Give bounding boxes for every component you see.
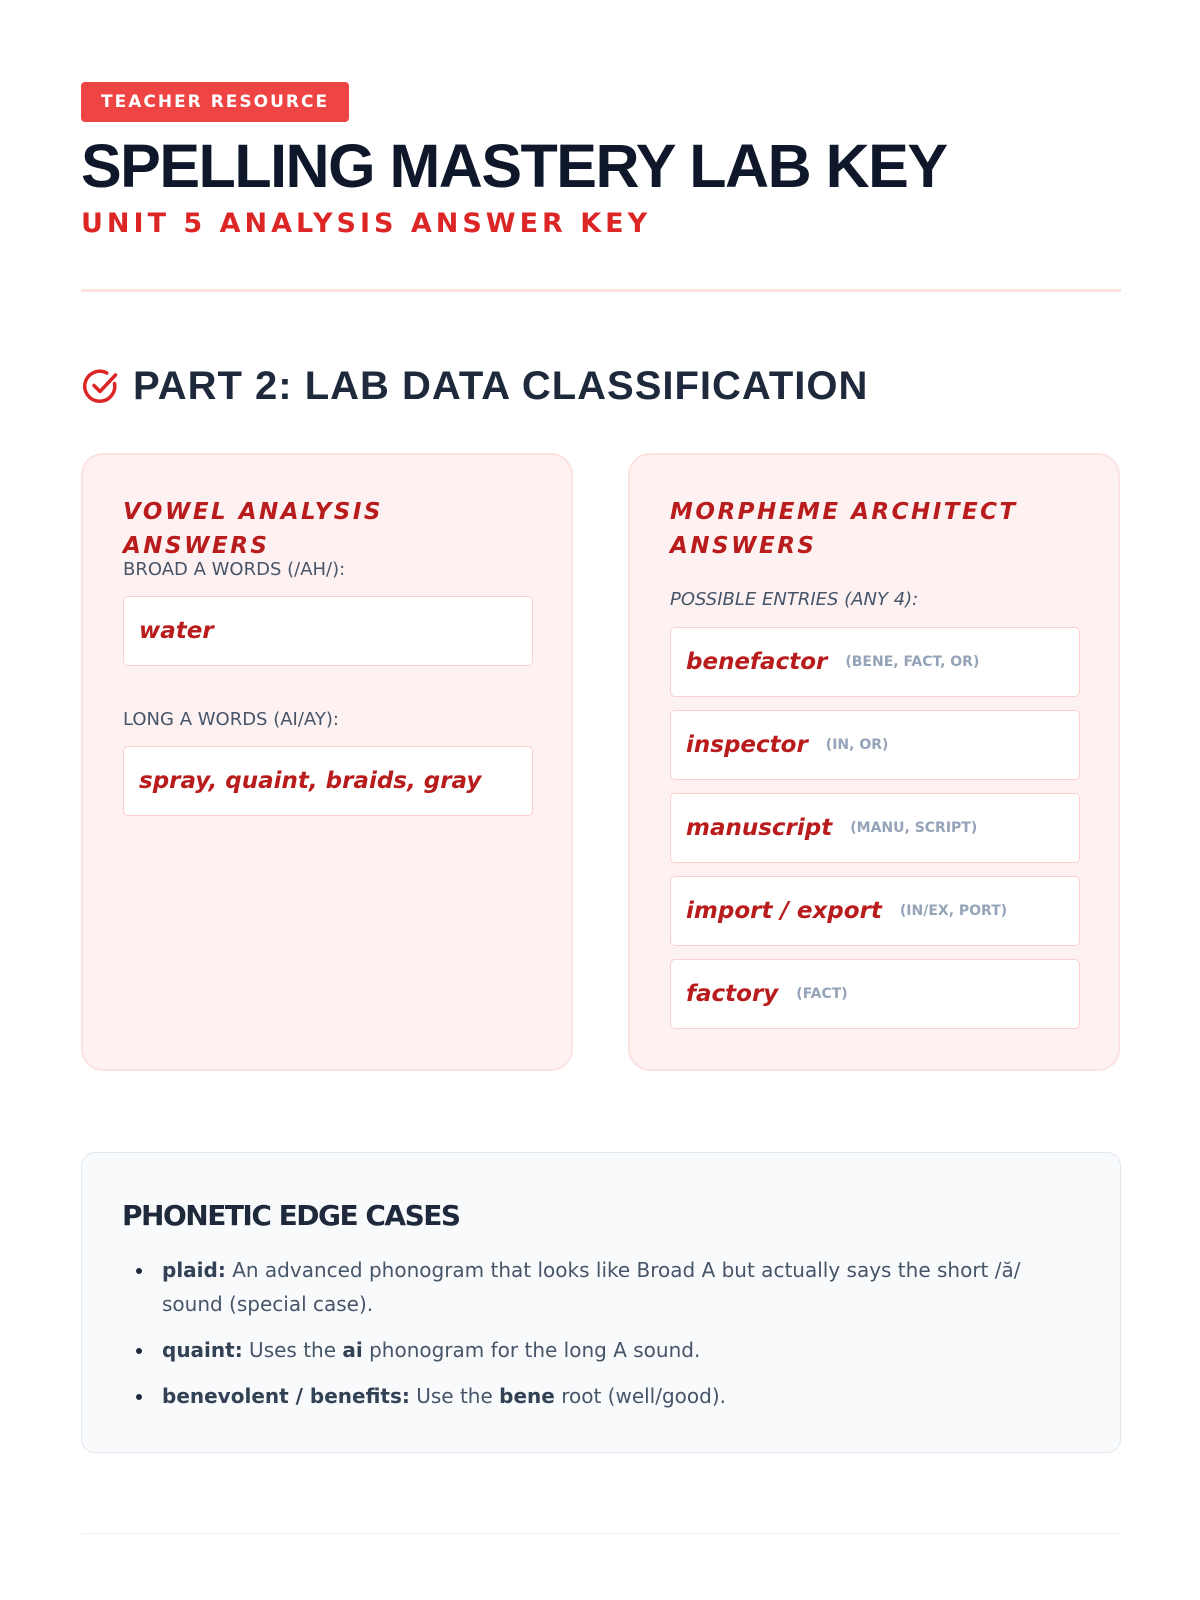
edge-term: benevolent / benefits: bbox=[162, 1384, 410, 1408]
edge-term: plaid: bbox=[162, 1258, 226, 1282]
resource-badge: TEACHER RESOURCE bbox=[81, 82, 349, 122]
morpheme-entry bbox=[670, 627, 1080, 697]
morpheme-word: factory bbox=[686, 981, 779, 1007]
footer-divider bbox=[81, 1533, 1121, 1534]
edge-text: phonogram for the long A sound. bbox=[362, 1338, 701, 1362]
page-subtitle: UNIT 5 ANALYSIS ANSWER KEY bbox=[81, 208, 652, 239]
morpheme-word: import / export bbox=[686, 898, 882, 924]
possible-entries-label: POSSIBLE ENTRIES (ANY 4): bbox=[670, 589, 919, 610]
edge-text: Uses the bbox=[242, 1338, 343, 1362]
header-divider bbox=[81, 289, 1121, 292]
list-item bbox=[122, 1253, 1062, 1321]
broad-a-label: BROAD A WORDS (/AH/): bbox=[123, 559, 346, 580]
morpheme-entry bbox=[670, 876, 1080, 946]
vowel-card-title: VOWEL ANALYSIS ANSWERS bbox=[123, 499, 383, 559]
long-a-answer: spray, quaint, braids, gray bbox=[139, 768, 482, 794]
morpheme-word: inspector bbox=[686, 732, 808, 758]
broad-a-answer-box bbox=[123, 596, 533, 666]
edge-cases-list bbox=[122, 1253, 1062, 1425]
vowel-analysis-card bbox=[81, 453, 573, 1071]
broad-a-answer: water bbox=[139, 618, 214, 644]
morpheme-word: manuscript bbox=[686, 815, 833, 841]
morpheme-entry bbox=[670, 959, 1080, 1029]
morpheme-entry bbox=[670, 710, 1080, 780]
morpheme-parts: (FACT) bbox=[796, 986, 848, 1002]
page-title: SPELLING MASTERY LAB KEY bbox=[81, 132, 947, 200]
edge-text: root (well/good). bbox=[554, 1384, 726, 1408]
edge-strong: bene bbox=[499, 1384, 555, 1408]
edge-text: An advanced phonogram that looks like Broad A but actually says the short /ă/ sound (special case). bbox=[162, 1258, 1021, 1316]
section-title: PART 2: LAB DATA CLASSIFICATION bbox=[133, 363, 869, 408]
long-a-answer-box bbox=[123, 746, 533, 816]
edge-strong: ai bbox=[342, 1338, 363, 1362]
section-heading bbox=[81, 362, 868, 410]
check-circle-icon bbox=[81, 366, 121, 406]
morpheme-parts: (BENE, FACT, OR) bbox=[845, 654, 980, 670]
list-item bbox=[122, 1333, 1062, 1367]
morpheme-parts: (IN/EX, PORT) bbox=[899, 903, 1008, 919]
morpheme-entry bbox=[670, 793, 1080, 863]
edge-term: quaint: bbox=[162, 1338, 243, 1362]
list-item bbox=[122, 1379, 1062, 1413]
morpheme-word: benefactor bbox=[686, 649, 828, 675]
morpheme-architect-card bbox=[628, 453, 1120, 1071]
long-a-label: LONG A WORDS (AI/AY): bbox=[123, 709, 339, 730]
morpheme-card-title: MORPHEME ARCHITECT ANSWERS bbox=[670, 499, 1018, 559]
phonetic-edge-cases-box bbox=[81, 1152, 1121, 1453]
edge-text: Use the bbox=[409, 1384, 500, 1408]
edge-cases-title: PHONETIC EDGE CASES bbox=[122, 1199, 460, 1232]
morpheme-parts: (IN, OR) bbox=[825, 737, 889, 753]
morpheme-parts: (MANU, SCRIPT) bbox=[850, 820, 978, 836]
